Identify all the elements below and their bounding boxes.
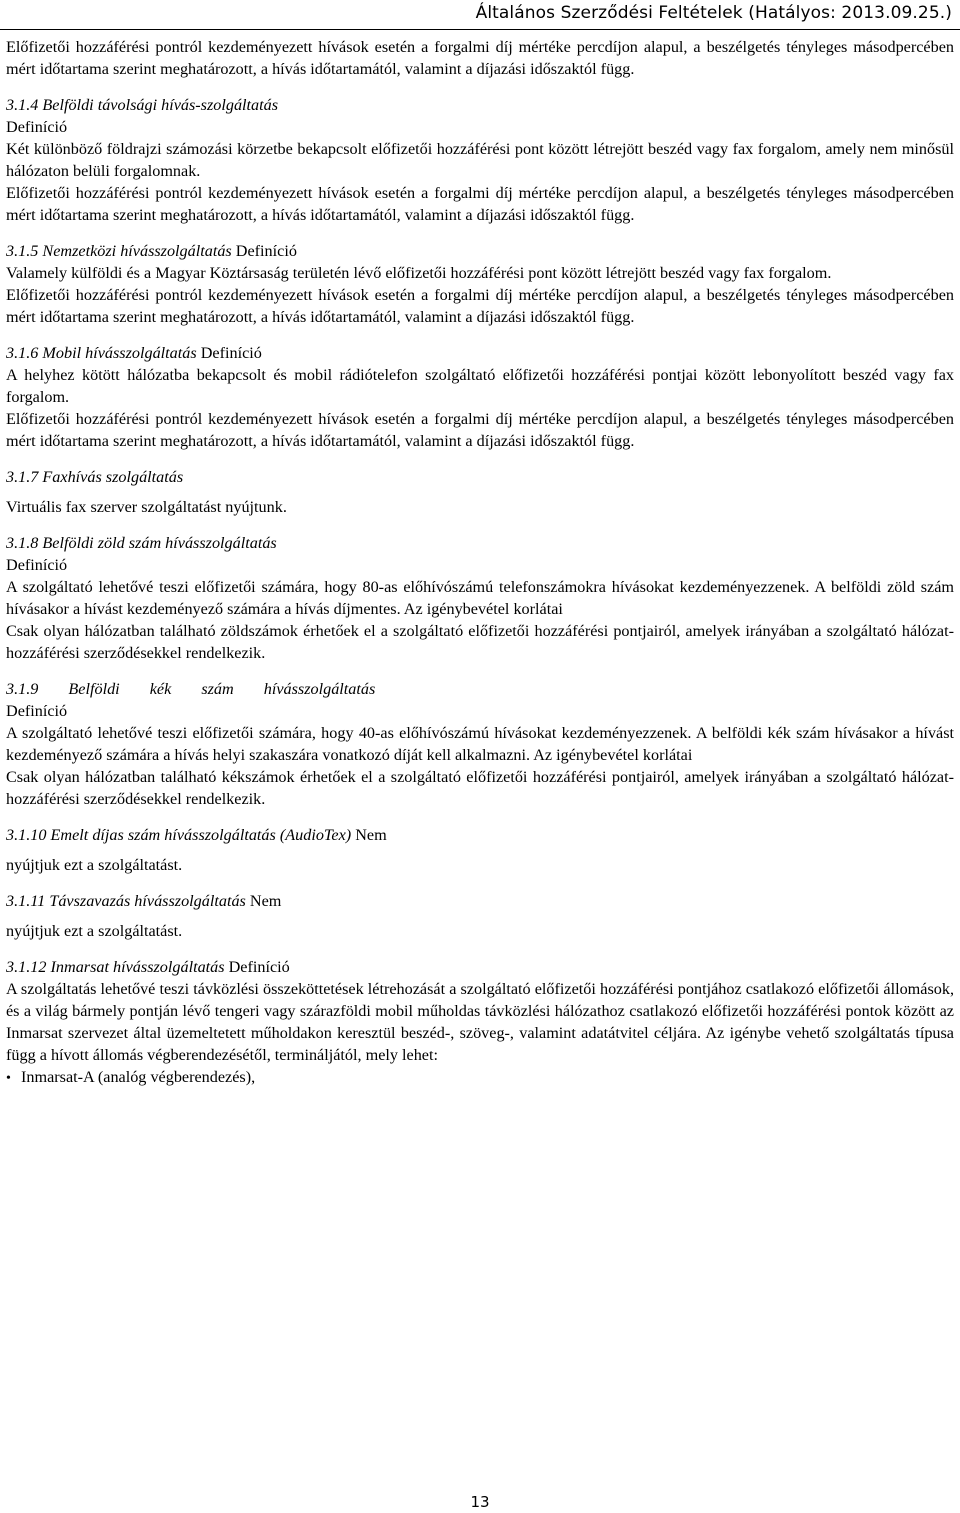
section-text: nyújtjuk ezt a szolgáltatást. xyxy=(6,856,183,874)
section-heading: 3.1.8 Belföldi zöld szám hívásszolgáltatás xyxy=(6,534,277,552)
section-heading: 3.1.5 Nemzetközi hívásszolgáltatás xyxy=(6,242,232,260)
section-text: nyújtjuk ezt a szolgáltatást. xyxy=(6,922,183,940)
section-3-1-12 xyxy=(6,956,954,1090)
definition-label: Definíció xyxy=(6,702,68,720)
top-fee-paragraph: Előfizetői hozzáférési pontról kezdeményezett hívások esetén a forgalmi díj mértéke percdíjon alapul, a beszélgetés tényleges másodpercében mért időtartama szerint meghatározott, a hívás időtartamától, valamint a díjazási időszaktól függ. xyxy=(6,38,954,78)
section-heading-line xyxy=(6,956,954,978)
section-3-1-6 xyxy=(6,342,954,452)
section-text: Nem xyxy=(355,826,387,844)
section-heading: 3.1.9 Belföldi kék szám hívásszolgáltatás xyxy=(6,680,376,698)
section-3-1-11 xyxy=(6,890,954,942)
section-heading-line xyxy=(6,240,954,262)
section-heading: 3.1.10 Emelt díjas szám hívásszolgáltatás (AudioTex) xyxy=(6,826,352,844)
definition-label: Definíció xyxy=(6,118,68,136)
page-header: Általános Szerződési Feltételek (Hatályos: 2013.09.25.) xyxy=(475,3,952,23)
section-3-1-9 xyxy=(6,678,954,810)
section-heading: 3.1.12 Inmarsat hívásszolgáltatás xyxy=(6,958,225,976)
definition-text: A helyhez kötött hálózatba bekapcsolt és mobil rádiótelefon szolgáltató előfizetői hozzáférési pontjai között lebonyolított beszéd vagy fax forgalom. xyxy=(6,366,954,406)
bullet-item xyxy=(6,1066,954,1090)
section-heading: 3.1.11 Távszavazás hívásszolgáltatás xyxy=(6,892,246,910)
definition-label: Definíció xyxy=(235,242,297,260)
definition-label: Definíció xyxy=(228,958,290,976)
section-heading: 3.1.4 Belföldi távolsági hívás-szolgáltatás xyxy=(6,96,279,114)
definition-text: A szolgáltatás lehetővé teszi távközlési összeköttetések létrehozását a szolgáltató előfizetői hozzáférési pontjához csatlakozó előfizetői állomások, és a világ bármely pontján lévő tengeri vagy szárazföldi mobil műholdas távközlési hálózathoz csatlakozó előfizetői hozzáférési pontok között az Inmarsat szervezet által üzemeltetett műholdakon keresztül beszéd-, szöveg-, valamint adatátvitel céljára. Az igénybe vehető szolgáltatás típusa függ a hívott állomás végberendezésétől, termináljától, mely lehet: xyxy=(6,980,954,1064)
definition-label: Definíció xyxy=(200,344,262,362)
definition-text: A szolgáltató lehetővé teszi előfizetői számára, hogy 80-as előhívószámú telefonszámokra hívásokat kezdeményezzenek. A belföldi zöld szám hívásakor a hívást kezdeményező számára a hívás díjmentes. Az igénybevétel korlátai xyxy=(6,578,954,618)
section-3-1-8 xyxy=(6,532,954,664)
section-3-1-7 xyxy=(6,466,954,518)
bullet-dot: • xyxy=(6,1071,11,1086)
section-heading-line xyxy=(6,824,954,846)
document-body xyxy=(6,36,954,1090)
section-3-1-5 xyxy=(6,240,954,328)
page-number: 13 xyxy=(470,1493,490,1511)
section-heading: 3.1.6 Mobil hívásszolgáltatás xyxy=(6,344,197,362)
definition-label: Definíció xyxy=(6,556,68,574)
header-rule xyxy=(0,29,960,30)
section-heading: 3.1.7 Faxhívás szolgáltatás xyxy=(6,468,184,486)
section-text: Virtuális fax szerver szolgáltatást nyújtunk. xyxy=(6,498,287,516)
section-text: Nem xyxy=(249,892,282,910)
section-heading-line xyxy=(6,890,954,912)
limitation-text: Csak olyan hálózatban található zöldszámok érhetőek el a szolgáltató előfizetői hozzáférési pontjairól, amelyek irányában a szolgáltató hálózat-hozzáférési szerződésekkel rendelkezik. xyxy=(6,622,954,662)
section-3-1-10 xyxy=(6,824,954,876)
definition-text: Valamely külföldi és a Magyar Köztársaság területén lévő előfizetői hozzáférési pont között létrejött beszéd vagy fax forgalom. xyxy=(6,264,832,282)
definition-text: A szolgáltató lehetővé teszi előfizetői számára, hogy 40-as előhívószámú hívásokat kezdeményezzenek. A belföldi kék szám hívásakor a hívást kezdeményező számára a hívás helyi szakaszára vonatkozó díját kell alkalmazni. Az igénybevétel korlátai xyxy=(6,724,954,764)
fee-paragraph: Előfizetői hozzáférési pontról kezdeményezett hívások esetén a forgalmi díj mértéke percdíjon alapul, a beszélgetés tényleges másodpercében mért időtartama szerint meghatározott, a hívás időtartamától, valamint a díjazási időszaktól függ. xyxy=(6,410,954,450)
bullet-text: Inmarsat-A (analóg végberendezés), xyxy=(21,1068,256,1086)
limitation-text: Csak olyan hálózatban található kékszámok érhetőek el a szolgáltató előfizetői hozzáférési pontjairól, amelyek irányában a szolgáltató hálózat-hozzáférési szerződésekkel rendelkezik. xyxy=(6,768,954,808)
fee-paragraph: Előfizetői hozzáférési pontról kezdeményezett hívások esetén a forgalmi díj mértéke percdíjon alapul, a beszélgetés tényleges másodpercében mért időtartama szerint meghatározott, a hívás időtartamától, valamint a díjazási időszaktól függ. xyxy=(6,286,954,326)
definition-text: Két különböző földrajzi számozási körzetbe bekapcsolt előfizetői hozzáférési pont között létrejött beszéd vagy fax forgalom, amely nem minősül hálózaton belüli forgalomnak. xyxy=(6,140,954,180)
section-3-1-4 xyxy=(6,94,954,226)
fee-paragraph: Előfizetői hozzáférési pontról kezdeményezett hívások esetén a forgalmi díj mértéke percdíjon alapul, a beszélgetés tényleges másodpercében mért időtartama szerint meghatározott, a hívás időtartamától, valamint a díjazási időszaktól függ. xyxy=(6,184,954,224)
section-heading-line xyxy=(6,342,954,364)
